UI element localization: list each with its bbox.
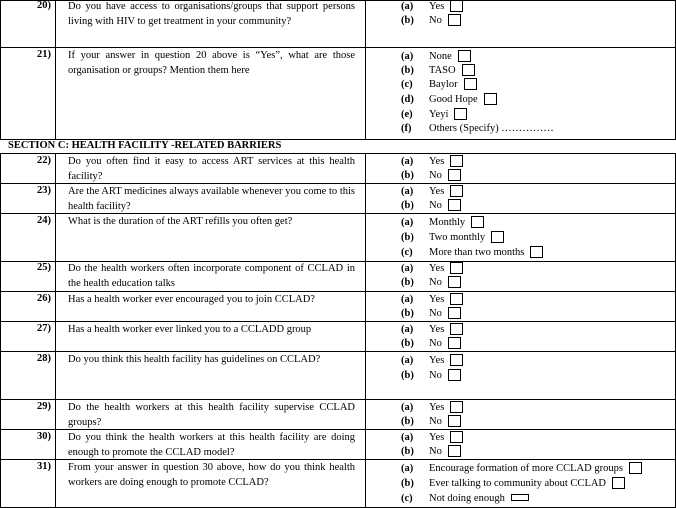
answer-option[interactable] bbox=[401, 337, 461, 351]
checkbox[interactable] bbox=[448, 415, 461, 427]
question-text: Do the health workers often incorporate component of CCLAD in the health education talks bbox=[68, 263, 355, 289]
answer-option[interactable] bbox=[401, 169, 461, 183]
question-row bbox=[0, 351, 676, 399]
table-column-border bbox=[55, 183, 56, 213]
checkbox[interactable] bbox=[450, 0, 463, 12]
option-label: More than two months bbox=[429, 247, 525, 258]
answer-option[interactable] bbox=[401, 246, 543, 260]
question-row bbox=[0, 459, 676, 507]
question-number: 20) bbox=[37, 0, 51, 11]
option-letter: (b) bbox=[401, 446, 414, 457]
answer-option[interactable] bbox=[401, 492, 529, 506]
answer-option[interactable] bbox=[401, 93, 497, 107]
option-letter: (c) bbox=[401, 493, 413, 504]
option-letter: (a) bbox=[401, 463, 414, 474]
checkbox[interactable] bbox=[450, 431, 463, 443]
table-column-border bbox=[55, 321, 56, 351]
option-label: Good Hope bbox=[429, 94, 478, 105]
question-text: Do you think the health workers at this health facility are doing enough to promote the CCLAD model? bbox=[68, 432, 355, 458]
table-column-border bbox=[365, 291, 366, 321]
table-column-border bbox=[55, 0, 56, 47]
checkbox[interactable] bbox=[448, 337, 461, 349]
answer-option[interactable] bbox=[401, 401, 463, 415]
table-column-border bbox=[0, 47, 1, 139]
option-label: Others (Specify) …………… bbox=[429, 123, 554, 134]
checkbox[interactable] bbox=[450, 155, 463, 167]
option-letter: (b) bbox=[401, 232, 414, 243]
answer-option[interactable] bbox=[401, 0, 463, 14]
answer-option[interactable] bbox=[401, 477, 625, 491]
question-text: Are the ART medicines always available whenever you come to this health facility? bbox=[68, 186, 355, 212]
answer-option[interactable] bbox=[401, 155, 463, 169]
option-letter: (a) bbox=[401, 217, 414, 228]
option-label: No bbox=[429, 416, 442, 427]
option-letter: (b) bbox=[401, 338, 414, 349]
option-label: Yes bbox=[429, 263, 445, 274]
answer-option[interactable] bbox=[401, 199, 461, 213]
table-row-border bbox=[0, 139, 676, 140]
option-label: No bbox=[429, 170, 442, 181]
question-row bbox=[0, 291, 676, 321]
answer-option[interactable] bbox=[401, 231, 504, 245]
option-letter: (b) bbox=[401, 200, 414, 211]
question-row bbox=[0, 153, 676, 183]
table-column-border bbox=[365, 0, 366, 47]
table-column-border bbox=[55, 459, 56, 507]
checkbox[interactable] bbox=[448, 276, 461, 288]
question-text: What is the duration of the ART refills you often get? bbox=[68, 216, 293, 227]
option-label: No bbox=[429, 200, 442, 211]
option-letter: (c) bbox=[401, 79, 413, 90]
table-column-border bbox=[55, 291, 56, 321]
checkbox[interactable] bbox=[530, 246, 543, 258]
answer-option[interactable] bbox=[401, 14, 461, 28]
checkbox[interactable] bbox=[612, 477, 625, 489]
table-column-border bbox=[365, 153, 366, 183]
option-label: Yes bbox=[429, 324, 445, 335]
question-number: 24) bbox=[37, 215, 51, 226]
option-letter: (a) bbox=[401, 294, 414, 305]
option-label: Yeyi bbox=[429, 109, 449, 120]
checkbox[interactable] bbox=[464, 78, 477, 90]
option-label: Ever talking to community about CCLAD bbox=[429, 478, 607, 489]
option-letter: (b) bbox=[401, 277, 414, 288]
answer-option[interactable] bbox=[401, 307, 461, 321]
checkbox[interactable] bbox=[448, 199, 461, 211]
option-label: Yes bbox=[429, 294, 445, 305]
answer-option[interactable] bbox=[401, 369, 461, 383]
table-column-border bbox=[55, 399, 56, 429]
question-number: 29) bbox=[37, 401, 51, 412]
table-column-border bbox=[365, 459, 366, 507]
question-text: Do the health workers at this health facility supervise CCLAD groups? bbox=[68, 402, 355, 428]
option-letter: (a) bbox=[401, 51, 414, 62]
question-row bbox=[0, 213, 676, 261]
option-letter: (b) bbox=[401, 15, 414, 26]
answer-option[interactable] bbox=[401, 276, 461, 290]
option-label: Yes bbox=[429, 186, 445, 197]
table-column-border bbox=[365, 429, 366, 459]
question-number: 21) bbox=[37, 49, 51, 60]
question-text: From your answer in question 30 above, how do you think health workers are doing enough to promote CCLAD? bbox=[68, 462, 355, 488]
option-label: Not doing enough bbox=[429, 493, 505, 504]
checkbox[interactable] bbox=[448, 445, 461, 457]
checkbox[interactable] bbox=[450, 323, 463, 335]
checkbox[interactable] bbox=[454, 108, 467, 120]
checkbox[interactable] bbox=[448, 169, 461, 181]
table-column-border bbox=[365, 213, 366, 261]
table-column-border bbox=[365, 183, 366, 213]
option-letter: (a) bbox=[401, 355, 414, 366]
table-column-border bbox=[365, 261, 366, 291]
answer-option[interactable] bbox=[401, 323, 463, 337]
answer-option[interactable] bbox=[401, 431, 463, 445]
checkbox[interactable] bbox=[450, 293, 463, 305]
table-column-border bbox=[365, 321, 366, 351]
option-letter: (f) bbox=[401, 123, 412, 134]
checkbox[interactable] bbox=[484, 93, 497, 105]
checkbox[interactable] bbox=[450, 401, 463, 413]
option-label: Baylor bbox=[429, 79, 458, 90]
answer-option[interactable] bbox=[401, 445, 461, 459]
question-number: 22) bbox=[37, 155, 51, 166]
table-column-border bbox=[55, 47, 56, 139]
question-row bbox=[0, 47, 676, 139]
table-column-border bbox=[55, 351, 56, 399]
option-letter: (a) bbox=[401, 324, 414, 335]
option-label: None bbox=[429, 51, 452, 62]
checkbox[interactable] bbox=[471, 216, 484, 228]
question-number: 26) bbox=[37, 293, 51, 304]
option-label: Yes bbox=[429, 402, 445, 413]
question-number: 30) bbox=[37, 431, 51, 442]
checkbox[interactable] bbox=[491, 231, 504, 243]
question-text: Has a health worker ever linked you to a CCLADD group bbox=[68, 324, 312, 335]
table-column-border bbox=[55, 153, 56, 183]
option-letter: (a) bbox=[401, 432, 414, 443]
answer-option[interactable] bbox=[401, 64, 475, 78]
option-label: No bbox=[429, 446, 442, 457]
answer-option[interactable] bbox=[401, 462, 642, 476]
option-letter: (a) bbox=[401, 186, 414, 197]
option-label: Encourage formation of more CCLAD groups bbox=[429, 463, 623, 474]
question-row bbox=[0, 183, 676, 213]
option-label: No bbox=[429, 370, 442, 381]
checkbox[interactable] bbox=[450, 185, 463, 197]
answer-option[interactable] bbox=[401, 122, 554, 136]
checkbox[interactable] bbox=[450, 354, 463, 366]
option-letter: (b) bbox=[401, 170, 414, 181]
option-letter: (b) bbox=[401, 478, 414, 489]
answer-option[interactable] bbox=[401, 354, 463, 368]
question-number: 31) bbox=[37, 461, 51, 472]
question-row bbox=[0, 0, 676, 47]
table-column-border bbox=[55, 261, 56, 291]
option-label: Yes bbox=[429, 156, 445, 167]
section-heading: SECTION C: HEALTH FACILITY -RELATED BARRIERS bbox=[8, 140, 282, 151]
question-row bbox=[0, 261, 676, 291]
option-letter: (e) bbox=[401, 109, 413, 120]
option-letter: (a) bbox=[401, 263, 414, 274]
option-label: Yes bbox=[429, 1, 445, 12]
answer-option[interactable] bbox=[401, 262, 463, 276]
question-row bbox=[0, 429, 676, 459]
checkbox[interactable] bbox=[511, 494, 529, 501]
option-label: No bbox=[429, 338, 442, 349]
question-text: Has a health worker ever encouraged you to join CCLAD? bbox=[68, 294, 315, 305]
option-label: TASO bbox=[429, 65, 456, 76]
answer-option[interactable] bbox=[401, 216, 484, 230]
option-letter: (b) bbox=[401, 416, 414, 427]
option-letter: (a) bbox=[401, 156, 414, 167]
checkbox[interactable] bbox=[450, 262, 463, 274]
option-label: No bbox=[429, 15, 442, 26]
option-label: Two monthly bbox=[429, 232, 486, 243]
option-label: No bbox=[429, 277, 442, 288]
question-text: Do you have access to organisations/groups that support persons living with HIV to get treatment in your community? bbox=[68, 1, 355, 27]
checkbox[interactable] bbox=[462, 64, 475, 76]
option-letter: (a) bbox=[401, 1, 414, 12]
table-column-border bbox=[365, 399, 366, 429]
option-letter: (b) bbox=[401, 65, 414, 76]
question-text: If your answer in question 20 above is “Yes”, what are those organisation or groups? Mention them here bbox=[68, 50, 355, 76]
question-number: 25) bbox=[37, 262, 51, 273]
question-number: 28) bbox=[37, 353, 51, 364]
option-label: Monthly bbox=[429, 217, 466, 228]
option-letter: (a) bbox=[401, 402, 414, 413]
option-label: Yes bbox=[429, 432, 445, 443]
checkbox[interactable] bbox=[448, 307, 461, 319]
question-number: 27) bbox=[37, 323, 51, 334]
checkbox[interactable] bbox=[629, 462, 642, 474]
answer-option[interactable] bbox=[401, 78, 477, 92]
table-column-border bbox=[365, 47, 366, 139]
option-label: No bbox=[429, 308, 442, 319]
checkbox[interactable] bbox=[448, 14, 461, 26]
answer-option[interactable] bbox=[401, 50, 471, 64]
answer-option[interactable] bbox=[401, 293, 463, 307]
table-column-border bbox=[55, 429, 56, 459]
option-letter: (c) bbox=[401, 247, 413, 258]
checkbox[interactable] bbox=[448, 369, 461, 381]
question-row bbox=[0, 321, 676, 351]
question-text: Do you think this health facility has guidelines on CCLAD? bbox=[68, 354, 321, 365]
table-column-border bbox=[365, 351, 366, 399]
option-letter: (b) bbox=[401, 308, 414, 319]
question-text: Do you often find it easy to access ART services at this health facility? bbox=[68, 156, 355, 182]
checkbox[interactable] bbox=[458, 50, 471, 62]
question-row bbox=[0, 399, 676, 429]
table-column-border bbox=[55, 213, 56, 261]
answer-option[interactable] bbox=[401, 415, 461, 429]
option-letter: (b) bbox=[401, 370, 414, 381]
option-letter: (d) bbox=[401, 94, 414, 105]
answer-option[interactable] bbox=[401, 108, 467, 122]
answer-option[interactable] bbox=[401, 185, 463, 199]
question-number: 23) bbox=[37, 185, 51, 196]
option-label: Yes bbox=[429, 355, 445, 366]
